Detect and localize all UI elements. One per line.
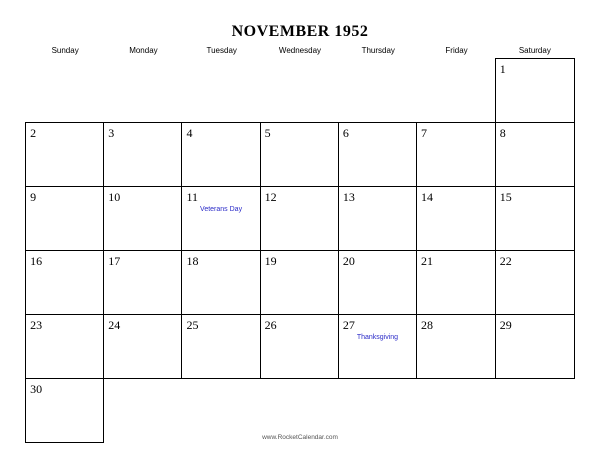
day-number: 28 (421, 318, 434, 332)
day-number: 15 (499, 190, 512, 204)
calendar-day-cell[interactable] (417, 123, 496, 187)
day-number: 22 (499, 254, 512, 268)
day-number: 18 (186, 254, 199, 268)
holiday-label: Thanksgiving (356, 334, 399, 341)
calendar-day-cell[interactable] (495, 187, 574, 251)
calendar-day-cell[interactable] (260, 251, 338, 315)
calendar-day-cell[interactable] (260, 123, 338, 187)
day-number: 25 (186, 318, 199, 332)
calendar-day-cell[interactable] (182, 123, 260, 187)
calendar-empty-cell (495, 379, 574, 443)
day-number: 1 (499, 62, 506, 76)
calendar-empty-cell (26, 59, 104, 123)
calendar-week-row (26, 187, 575, 251)
weekday-header-row (26, 46, 574, 56)
calendar-week-row (26, 251, 575, 315)
day-number: 20 (342, 254, 355, 268)
calendar-day-cell[interactable] (338, 251, 416, 315)
calendar-empty-cell (338, 379, 416, 443)
day-number: 21 (421, 254, 434, 268)
calendar-empty-cell (260, 379, 338, 443)
day-number: 2 (30, 126, 37, 140)
calendar-empty-cell (182, 59, 260, 123)
calendar-day-cell[interactable] (495, 59, 574, 123)
weekday-label-thursday: Thursday (361, 46, 395, 55)
calendar-day-cell[interactable] (260, 187, 338, 251)
day-number: 3 (108, 126, 115, 140)
calendar-empty-cell (417, 379, 496, 443)
weekday-label-tuesday: Tuesday (206, 46, 237, 55)
calendar-week-row (26, 123, 575, 187)
calendar-empty-cell (182, 379, 260, 443)
calendar-week-row (26, 379, 575, 443)
day-number: 8 (499, 126, 506, 140)
day-number: 5 (264, 126, 271, 140)
weekday-label-saturday: Saturday (518, 46, 551, 55)
day-number: 9 (30, 190, 37, 204)
weekday-label-friday: Friday (445, 46, 468, 55)
day-number: 17 (108, 254, 121, 268)
day-number: 13 (342, 190, 355, 204)
calendar-day-cell[interactable] (182, 315, 260, 379)
calendar-empty-cell (338, 59, 416, 123)
day-number: 26 (264, 318, 277, 332)
weekday-label-wednesday: Wednesday (278, 46, 322, 55)
calendar-day-cell[interactable] (104, 251, 182, 315)
calendar-day-cell[interactable] (104, 315, 182, 379)
calendar-week-row (26, 59, 575, 123)
day-number: 12 (264, 190, 277, 204)
calendar-day-cell[interactable] (26, 187, 104, 251)
day-number: 16 (30, 254, 43, 268)
day-number: 10 (108, 190, 121, 204)
holiday-label: Veterans Day (200, 206, 243, 213)
calendar-day-cell[interactable] (417, 187, 496, 251)
day-number: 19 (264, 254, 277, 268)
calendar-day-cell[interactable] (26, 379, 104, 443)
calendar-day-cell[interactable] (26, 251, 104, 315)
calendar-day-cell[interactable] (495, 123, 574, 187)
calendar-day-cell[interactable] (417, 251, 496, 315)
calendar-day-cell[interactable] (26, 123, 104, 187)
calendar-day-cell[interactable] (338, 315, 416, 379)
day-number: 23 (30, 318, 43, 332)
calendar-day-cell[interactable] (182, 251, 260, 315)
page-title: NOVEMBER 1952 (231, 23, 369, 40)
calendar-day-cell[interactable] (182, 187, 260, 251)
weekday-label-sunday: Sunday (51, 46, 79, 55)
calendar-day-cell[interactable] (417, 315, 496, 379)
calendar-empty-cell (260, 59, 338, 123)
day-number: 27 (342, 318, 355, 332)
calendar-day-cell[interactable] (104, 123, 182, 187)
day-number: 14 (421, 190, 434, 204)
calendar-day-cell[interactable] (338, 123, 416, 187)
day-number: 24 (108, 318, 121, 332)
calendar-day-cell[interactable] (495, 315, 574, 379)
day-number: 6 (342, 126, 349, 140)
day-number: 30 (30, 382, 43, 396)
calendar-grid (25, 58, 575, 443)
footer-credit: www.RocketCalendar.com (262, 434, 338, 441)
calendar-day-cell[interactable] (26, 315, 104, 379)
day-number: 7 (421, 126, 428, 140)
calendar-empty-cell (104, 379, 182, 443)
calendar-day-cell[interactable] (338, 187, 416, 251)
calendar-day-cell[interactable] (260, 315, 338, 379)
calendar-day-cell[interactable] (495, 251, 574, 315)
calendar-week-row (26, 315, 575, 379)
weekday-label-monday: Monday (129, 46, 158, 55)
day-number: 29 (499, 318, 512, 332)
day-number: 4 (186, 126, 193, 140)
day-number: 11 (186, 190, 199, 204)
calendar-day-cell[interactable] (104, 187, 182, 251)
calendar-empty-cell (104, 59, 182, 123)
calendar-empty-cell (417, 59, 496, 123)
